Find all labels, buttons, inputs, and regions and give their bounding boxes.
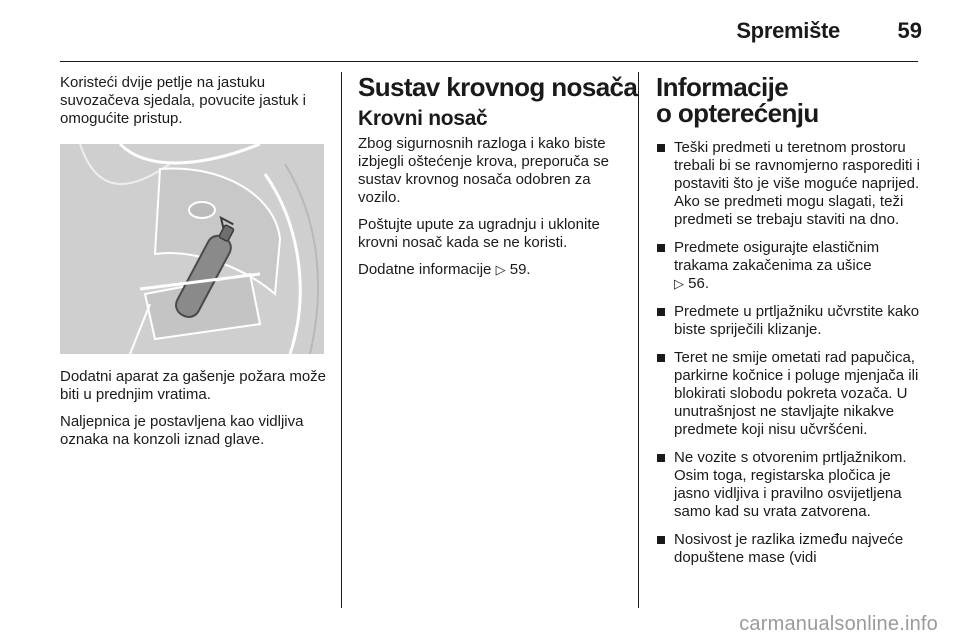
fire-extinguisher-illustration bbox=[60, 144, 324, 354]
bullet-square-icon bbox=[657, 244, 665, 252]
bullet-square-icon bbox=[657, 308, 665, 316]
subsection-heading: Krovni nosač bbox=[358, 107, 488, 130]
watermark-text: carmanualsonline.info bbox=[739, 613, 938, 635]
bullet-square-icon bbox=[657, 144, 665, 152]
label-note: Naljepnica je postavljena kao vidljiva oznaka na konzoli iznad glave. bbox=[60, 413, 304, 448]
safety-paragraph: Zbog sigurnosnih razloga i kako biste izbjegli oštećenje krova, preporuča se sustav krovnog nosača odobren za vozilo. bbox=[358, 135, 609, 206]
triangle-right-icon: ▷ bbox=[495, 262, 506, 277]
header-rule bbox=[60, 61, 918, 62]
bullet-square-icon bbox=[657, 536, 665, 544]
installation-paragraph: Poštujte upute za ugradnju i uklonite krovni nosač kada se ne koristi. bbox=[358, 216, 600, 251]
list-item-text: Predmete u prtljažniku učvrstite kako biste spriječili klizanje. bbox=[674, 303, 920, 338]
column-left bbox=[60, 74, 328, 458]
column-middle bbox=[358, 72, 638, 288]
list-item bbox=[656, 449, 924, 521]
triangle-right-icon: ▷ bbox=[674, 276, 684, 291]
section-title: Spremište bbox=[736, 18, 840, 43]
page-reference: 56. bbox=[688, 275, 710, 292]
list-item bbox=[656, 349, 924, 439]
page-reference: 59. bbox=[509, 261, 531, 278]
list-item-text: Predmete osigurajte elastičnim trakama zakačenima za ušice bbox=[674, 239, 880, 274]
page-number: 59 bbox=[897, 18, 922, 43]
loading-info-list bbox=[656, 139, 924, 567]
page-header bbox=[0, 0, 960, 62]
door-pocket-drawing bbox=[60, 144, 324, 354]
list-item bbox=[656, 239, 924, 293]
list-item-text: Teški predmeti u teretnom prostoru trebali bi se ravnomjerno rasporediti i postaviti što je više moguće naprijed. Ako se predmeti mogu slagati, teži predmeti se trebaju staviti na dno. bbox=[674, 139, 920, 228]
heading-line: Informacije bbox=[656, 72, 789, 102]
list-item-text: Nosivost je razlika između najveće dopuštene mase (vidi bbox=[674, 531, 904, 566]
more-info-paragraph bbox=[358, 261, 626, 279]
section-heading: Sustav krovnog nosača bbox=[358, 72, 638, 102]
bullet-square-icon bbox=[657, 354, 665, 362]
list-item-text: Ne vozite s otvorenim prtljažnikom. Osim toga, registarska pločica je jasno vidljiva i pravilno osvijetljena samo kad su vrata zatvorena. bbox=[674, 449, 907, 520]
column-divider bbox=[341, 72, 342, 608]
list-item bbox=[656, 139, 924, 229]
section-heading bbox=[656, 74, 924, 126]
bullet-square-icon bbox=[657, 454, 665, 462]
list-item bbox=[656, 531, 924, 567]
column-right bbox=[656, 74, 924, 577]
list-item bbox=[656, 303, 924, 339]
intro-paragraph: Koristeći dvije petlje na jastuku suvozačeva sjedala, povucite jastuk i omogućite pristup. bbox=[60, 74, 306, 127]
more-info-text: Dodatne informacije bbox=[358, 261, 492, 278]
list-item-text: Teret ne smije ometati rad papučica, parkirne kočnice i poluge mjenjača ili blokirati slobodu pokreta vozača. U unutrašnjost ne stavljajte nikakve predmete koji nisu učvršćeni. bbox=[674, 349, 919, 438]
heading-line: o opterećenju bbox=[656, 98, 819, 128]
figure-caption: Dodatni aparat za gašenje požara može biti u prednjim vratima. bbox=[60, 368, 327, 403]
column-divider bbox=[638, 72, 639, 608]
